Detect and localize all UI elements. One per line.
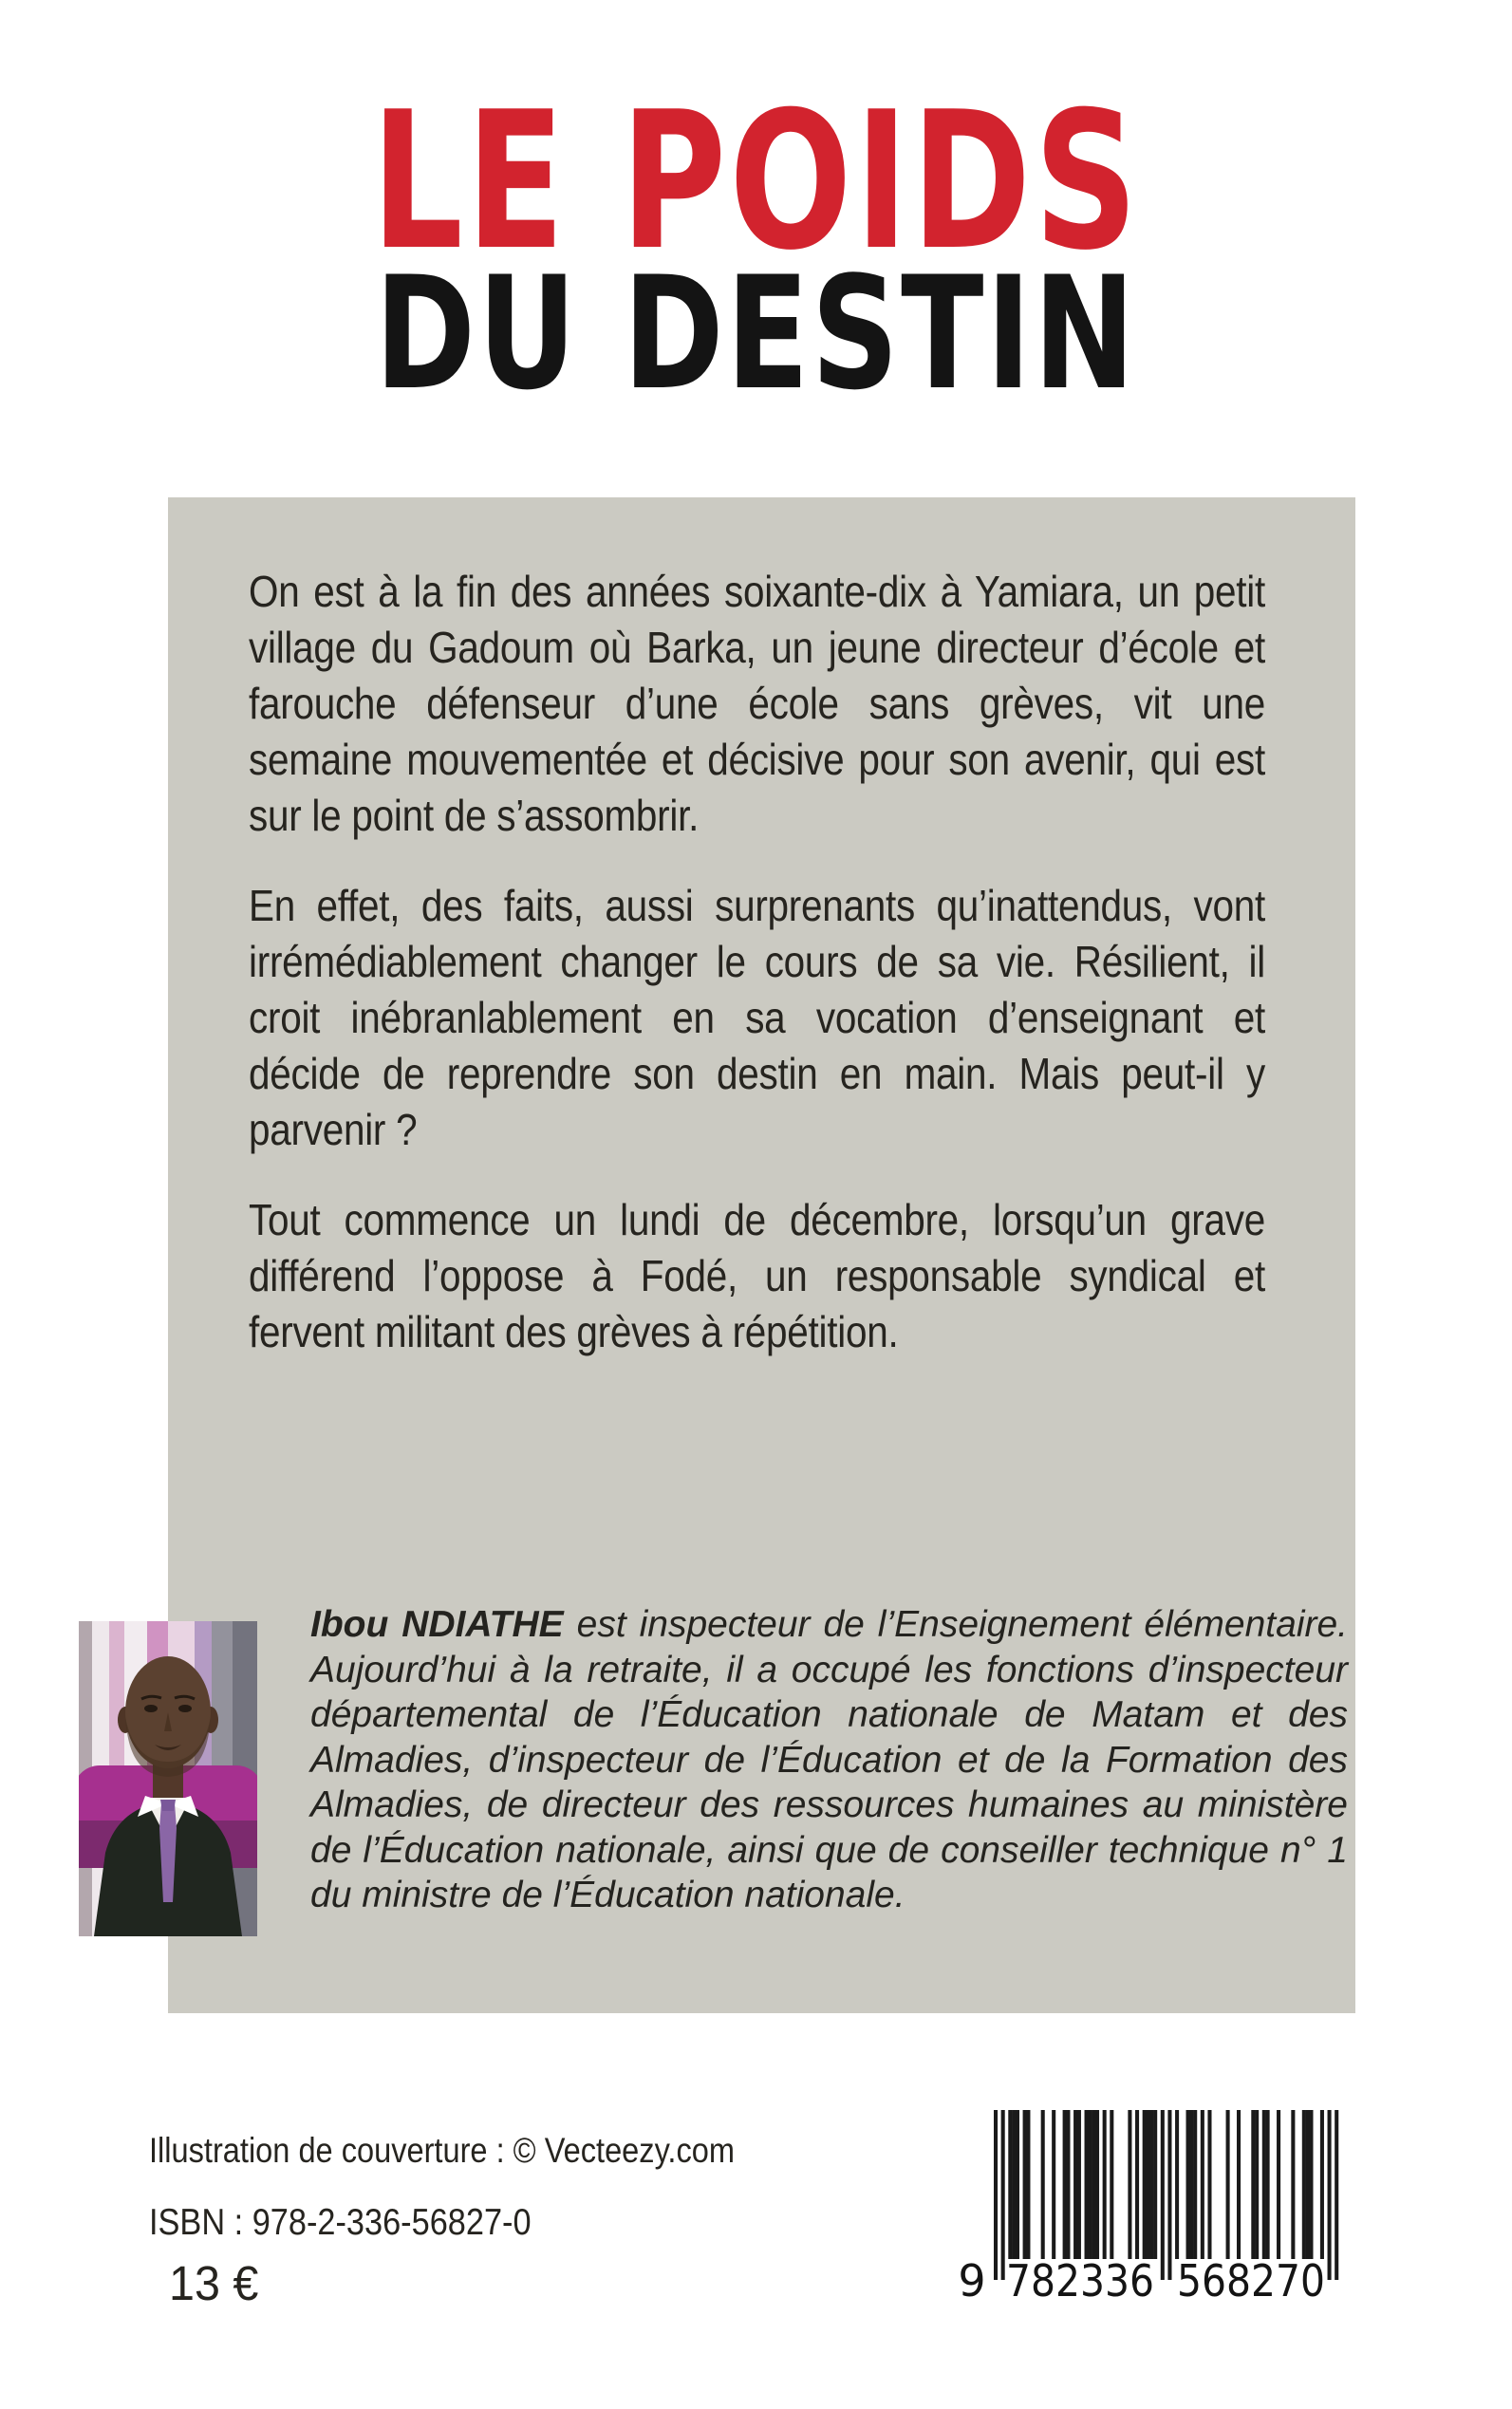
synopsis-paragraph-2: En effet, des faits, aussi surprenants qu’inattendus, vont irrémédiablement changer le cours de sa vie. Résilient, il croit inébranlablement en sa vocation d’enseignant et décide de reprendre son destin en main. Mais peut-il y parvenir ? [249, 881, 1265, 1154]
eye-right [178, 1705, 192, 1712]
barcode [949, 2110, 1348, 2309]
eye-left [144, 1705, 158, 1712]
barcode-digits-right: 568270 [1177, 2255, 1325, 2306]
synopsis-paragraph-3: Tout commence un lundi de décembre, lorsqu’un grave différend l’oppose à Fodé, un responsable syndical et fervent militant des grèves à répétition. [249, 1195, 1265, 1356]
barcode-digit-9: 9 [958, 2255, 986, 2306]
title-line-2: DU DESTIN [374, 243, 1138, 424]
author-name: Ibou NDIATHE [310, 1604, 564, 1645]
synopsis-paragraph-1: On est à la fin des années soixante-dix à Yamiara, un petit village du Gadoum où Barka, un jeune directeur d’école et farouche défenseur d’une école sans grèves, vit une semaine mouvementée et décisive pour son avenir, qui est sur le point de s’assombrir. [249, 567, 1265, 840]
author-bio-text: est inspecteur de l’Enseignement élémentaire. Aujourd’hui à la retraite, il a occupé les fonctions d’inspecteur départemental de l’Éducation nationale de Matam et des Almadies, d’inspecteur de l’Éducation et de la Formation des Almadies, de directeur des ressources humaines au ministère de l’Éducation nationale, ainsi que de conseiller technique n° 1 du ministre de l’Éducation nationale. [310, 1604, 1349, 1915]
illustration-credit: Illustration de couverture : © Vecteezy.com [149, 2131, 735, 2170]
barcode-digits-left: 782336 [1006, 2255, 1154, 2306]
synopsis-text [249, 564, 1265, 1394]
title-line-1: LE POIDS [371, 71, 1141, 292]
tie-knot [160, 1800, 176, 1811]
price-text: 13 € [169, 2256, 259, 2310]
author-photo [79, 1621, 257, 1936]
isbn-text: ISBN : 978-2-336-56827-0 [149, 2202, 532, 2243]
author-bio [310, 1602, 1348, 1918]
